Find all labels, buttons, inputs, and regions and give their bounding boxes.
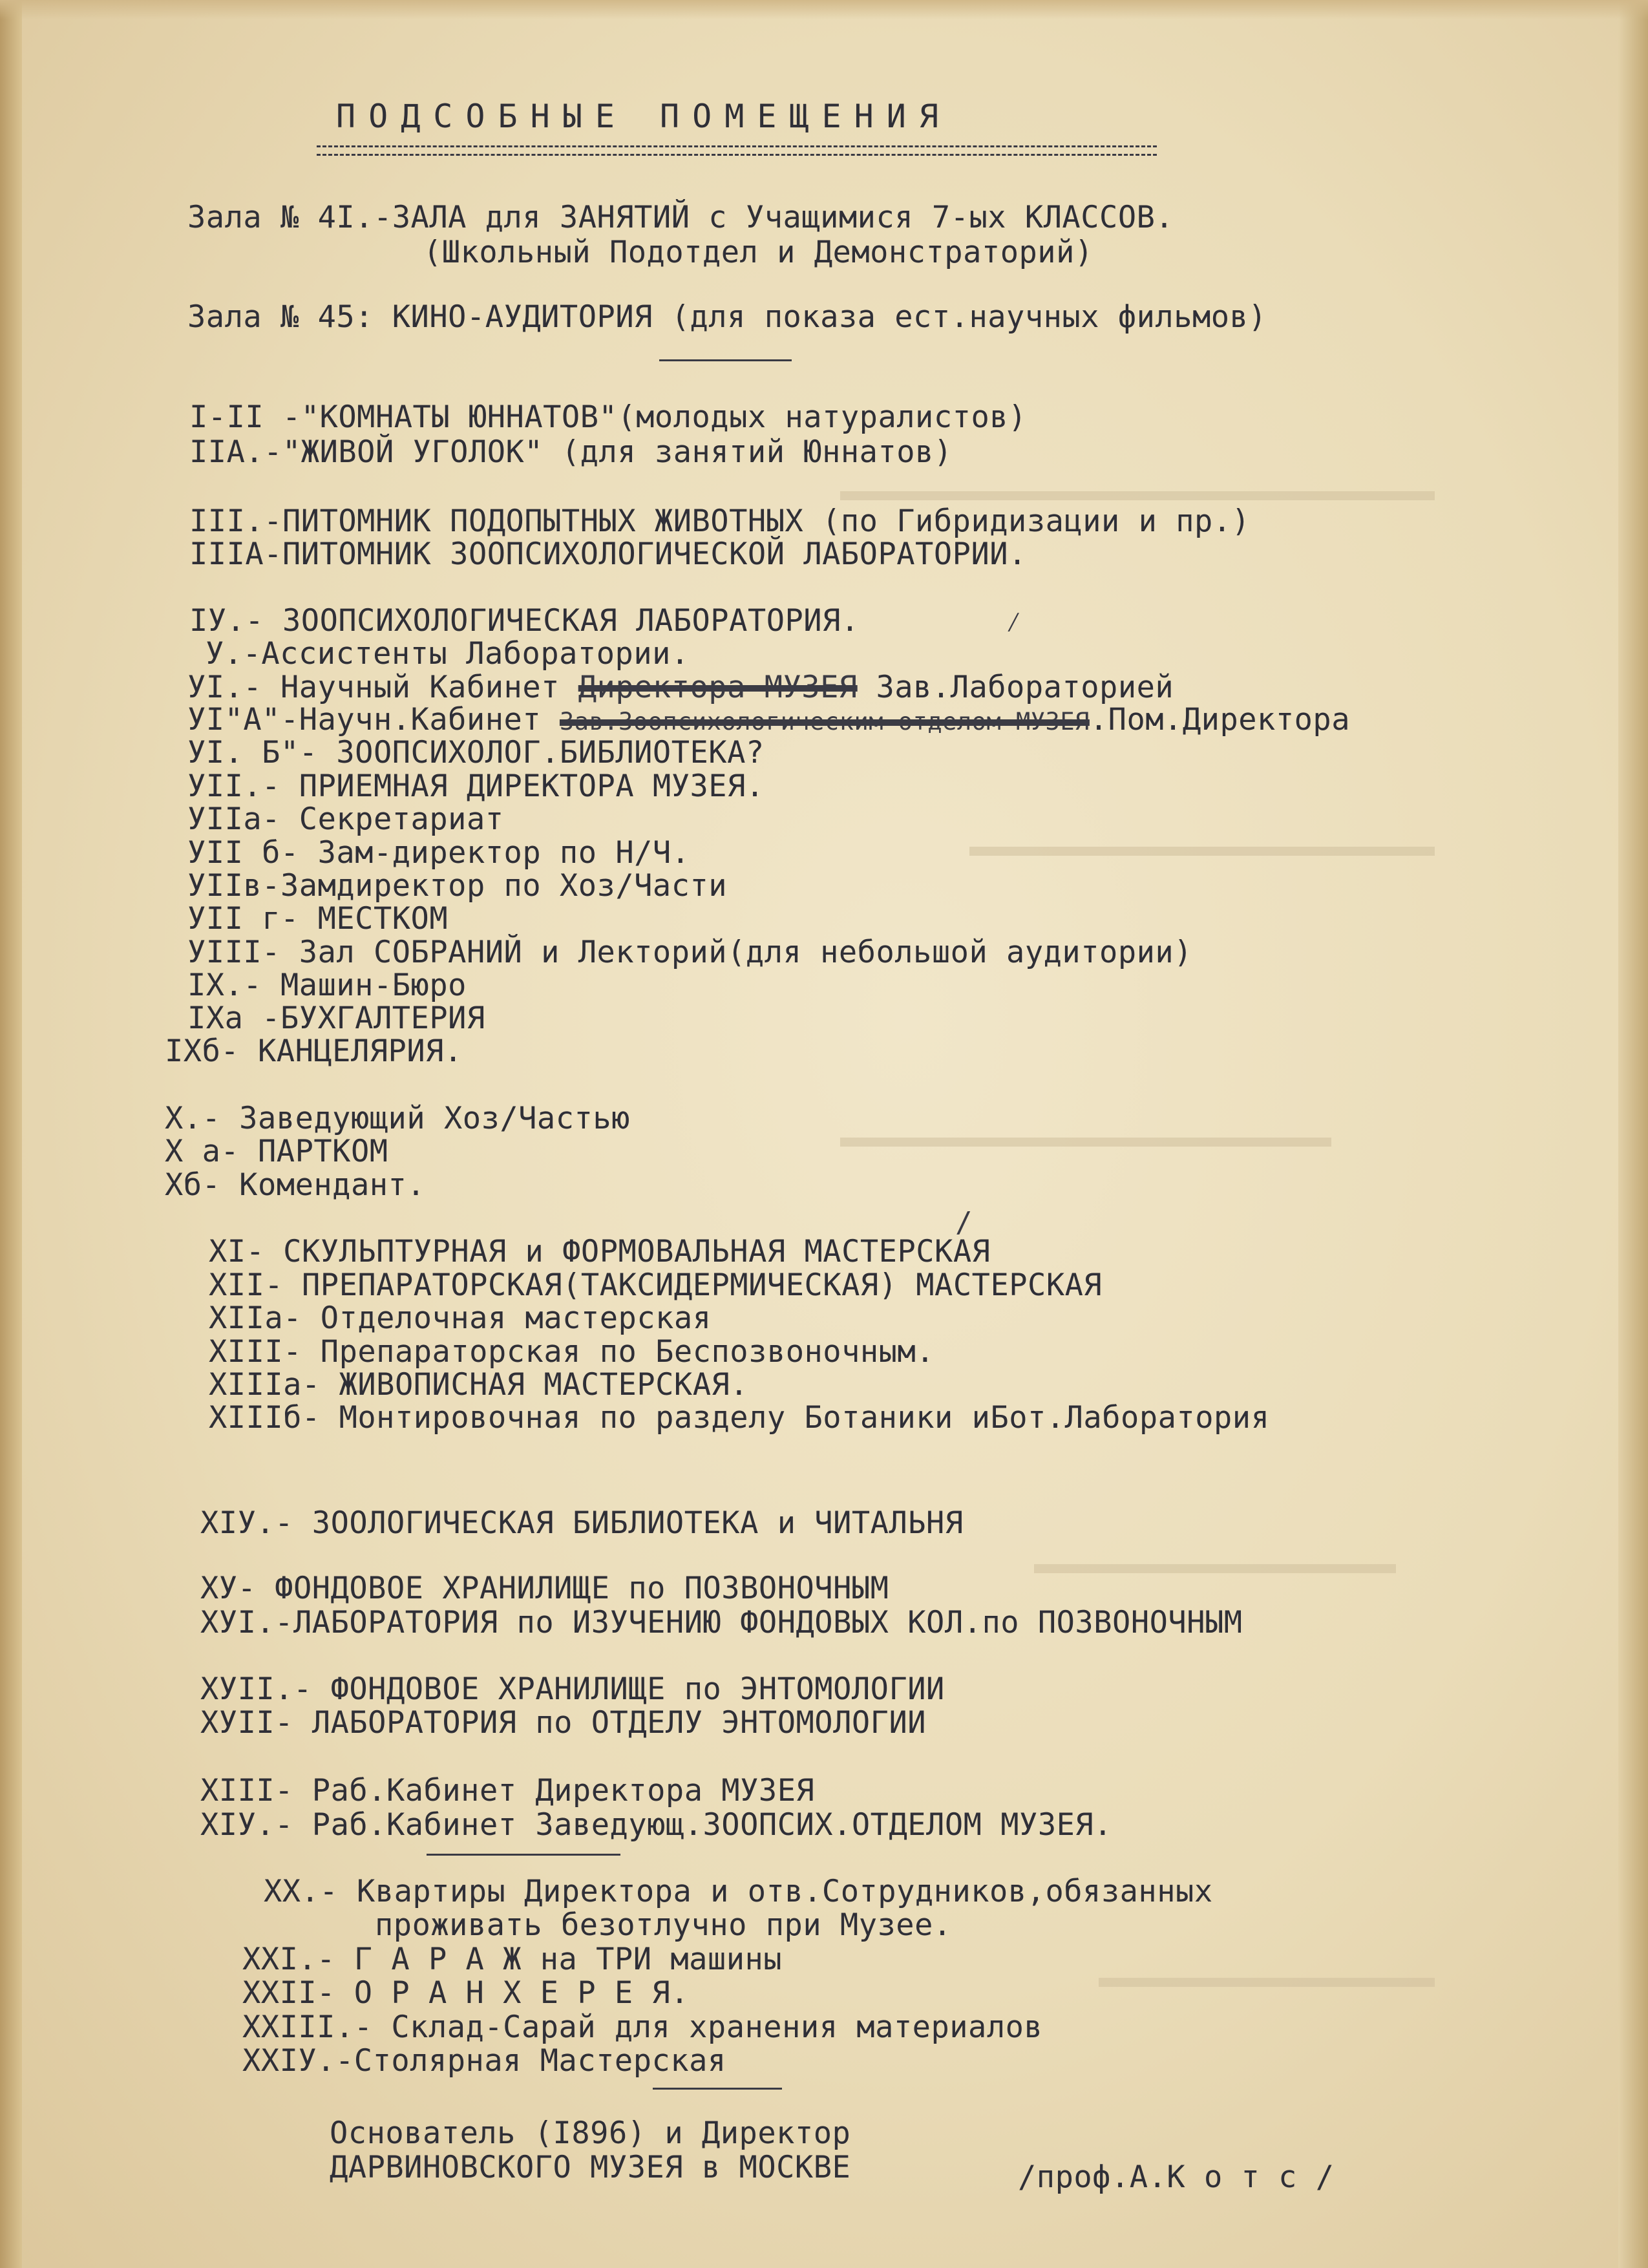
- section-rule: [653, 2088, 782, 2090]
- room-line: XXI.- Г А Р А Ж на ТРИ машины: [242, 1942, 783, 1977]
- room-line: УII.- ПРИЕМНАЯ ДИРЕКТОРА МУЗЕЯ.: [187, 768, 765, 804]
- bleed-through-mark: [840, 491, 1435, 500]
- room-line: XX.- Квартиры Директора и отв.Сотрудников,обязанных: [264, 1874, 1213, 1909]
- room-line: IXа -БУХГАЛТЕРИЯ: [187, 1001, 485, 1036]
- room-line-part: УI.- Научный Кабинет: [187, 670, 578, 705]
- room-line: IX.- Машин-Бюро: [187, 968, 467, 1003]
- section-rule: [427, 1854, 620, 1856]
- room-line-with-strike: [187, 672, 1174, 703]
- room-line-part: УI"А"-Научн.Кабинет: [187, 702, 560, 737]
- bleed-through-mark: [1034, 1564, 1396, 1573]
- signature-name: /проф.А.К о т с /: [1018, 2159, 1335, 2195]
- paper-edge-right: [1618, 0, 1648, 2268]
- room-line: УIII- Зал СОБРАНИЙ и Лекторий(для небольшой аудитории): [187, 935, 1193, 970]
- bleed-through-mark: [840, 1138, 1331, 1147]
- room-line-with-strike: [187, 702, 1351, 737]
- room-line: X а- ПАРТКОМ: [165, 1134, 388, 1169]
- room-line: УIIв-Замдиректор по Хоз/Части: [187, 868, 728, 904]
- room-line: XIУ.- ЗООЛОГИЧЕСКАЯ БИБЛИОТЕКА и ЧИТАЛЬНЯ: [200, 1505, 964, 1541]
- room-line-part: Зав.Лабораторией: [857, 670, 1174, 705]
- section-rule: [659, 359, 792, 361]
- struck-text: Директора МУЗЕЯ: [578, 670, 858, 705]
- room-line: XУII- ЛАБОРАТОРИЯ по ОТДЕЛУ ЭНТОМОЛОГИИ: [200, 1705, 927, 1741]
- hall-45-line: Зала № 45: КИНО-АУДИТОРИЯ (для показа ест.научных фильмов): [187, 299, 1267, 335]
- paper-edge-left: [0, 0, 22, 2268]
- room-line: XУII.- ФОНДОВОЕ ХРАНИЛИЩЕ по ЭНТОМОЛОГИИ: [200, 1671, 945, 1707]
- room-line: XIУ.- Раб.Кабинет Заведующ.ЗООПСИХ.ОТДЕЛОМ МУЗЕЯ.: [200, 1807, 1113, 1843]
- room-line: X.- Заведующий Хоз/Частью: [165, 1101, 630, 1136]
- struck-text: Зав.Зоопсихологическим отделом МУЗЕЯ: [559, 708, 1090, 736]
- signature-line: ДАРВИНОВСКОГО МУЗЕЯ в МОСКВЕ: [330, 2150, 851, 2185]
- room-line: XУ- ФОНДОВОЕ ХРАНИЛИЩЕ по ПОЗВОНОЧНЫМ: [200, 1571, 889, 1606]
- room-line: XXIII.- Склад-Сарай для хранения материалов: [242, 2009, 1043, 2045]
- room-line: IIIА-ПИТОМНИК ЗООПСИХОЛОГИЧЕСКОЙ ЛАБОРАТОРИИ.: [189, 536, 1027, 572]
- room-line: XXII- О Р А Н Х Е Р Е Я.: [242, 1975, 690, 2011]
- hall-41-subtitle: (Школьный Подотдел и Демонстраторий): [423, 235, 1093, 270]
- room-line: I-II -"КОМНАТЫ ЮННАТОВ"(молодых натуралистов): [189, 399, 1027, 435]
- bleed-through-mark: [969, 847, 1435, 856]
- room-line: XIII- Раб.Кабинет Директора МУЗЕЯ: [200, 1773, 815, 1808]
- room-line: УII б- Зам-директор по Н/Ч.: [187, 835, 690, 871]
- paper-edge-top: [0, 0, 1648, 19]
- room-line: проживать безотлучно при Музее.: [375, 1907, 952, 1943]
- room-line: XXIУ.-Столярная Мастерская: [242, 2043, 726, 2079]
- title-double-rule: [317, 145, 1157, 156]
- pencil-tick: /: [955, 1206, 973, 1239]
- room-line-part: .Пом.Директора: [1089, 702, 1351, 737]
- room-line: УIIа- Секретариат: [187, 801, 504, 837]
- room-line: XII- ПРЕПАРАТОРСКАЯ(ТАКСИДЕРМИЧЕСКАЯ) МАСТЕРСКАЯ: [209, 1267, 1103, 1303]
- room-line: У.-Ассистенты Лаборатории.: [206, 636, 690, 672]
- signature-line: Основатель (I896) и Директор: [330, 2115, 851, 2151]
- room-line: XIIIб- Монтировочная по разделу Ботаники иБот.Лаборатория: [209, 1400, 1270, 1436]
- room-line: XI- СКУЛЬПТУРНАЯ и ФОРМОВАЛЬНАЯ МАСТЕРСКАЯ: [209, 1234, 991, 1269]
- room-line: XIIа- Отделочная мастерская: [209, 1300, 712, 1336]
- room-line: XIII- Препараторская по Беспозвоночным.: [209, 1334, 935, 1370]
- room-line: УI. Б"- ЗООПСИХОЛОГ.БИБЛИОТЕКА?: [187, 735, 765, 770]
- bleed-through-mark: [1099, 1978, 1435, 1987]
- room-line: IIА.-"ЖИВОЙ УГОЛОК" (для занятий Юннатов): [189, 434, 953, 470]
- hall-41-line: Зала № 4I.-ЗАЛА для ЗАНЯТИЙ с Учащимися 7-ых КЛАССОВ.: [187, 200, 1174, 235]
- page-title: ПОДСОБНЫЕ ПОМЕЩЕНИЯ: [336, 98, 951, 135]
- room-line: XУI.-ЛАБОРАТОРИЯ по ИЗУЧЕНИЮ ФОНДОВЫХ КОЛ.по ПОЗВОНОЧНЫМ: [200, 1605, 1243, 1640]
- room-line: IXб- КАНЦЕЛЯРИЯ.: [165, 1033, 463, 1069]
- room-line: XIIIа- ЖИВОПИСНАЯ МАСТЕРСКАЯ.: [209, 1367, 749, 1403]
- room-line: III.-ПИТОМНИК ПОДОПЫТНЫХ ЖИВОТНЫХ (по Гибридизации и пр.): [189, 503, 1251, 539]
- room-line: УII г- МЕСТКОМ: [187, 901, 449, 937]
- room-line: IУ.- ЗООПСИХОЛОГИЧЕСКАЯ ЛАБОРАТОРИЯ.: [189, 603, 860, 639]
- room-line: Xб- Комендант.: [165, 1167, 426, 1203]
- pencil-tick: ⁄: [1005, 606, 1022, 639]
